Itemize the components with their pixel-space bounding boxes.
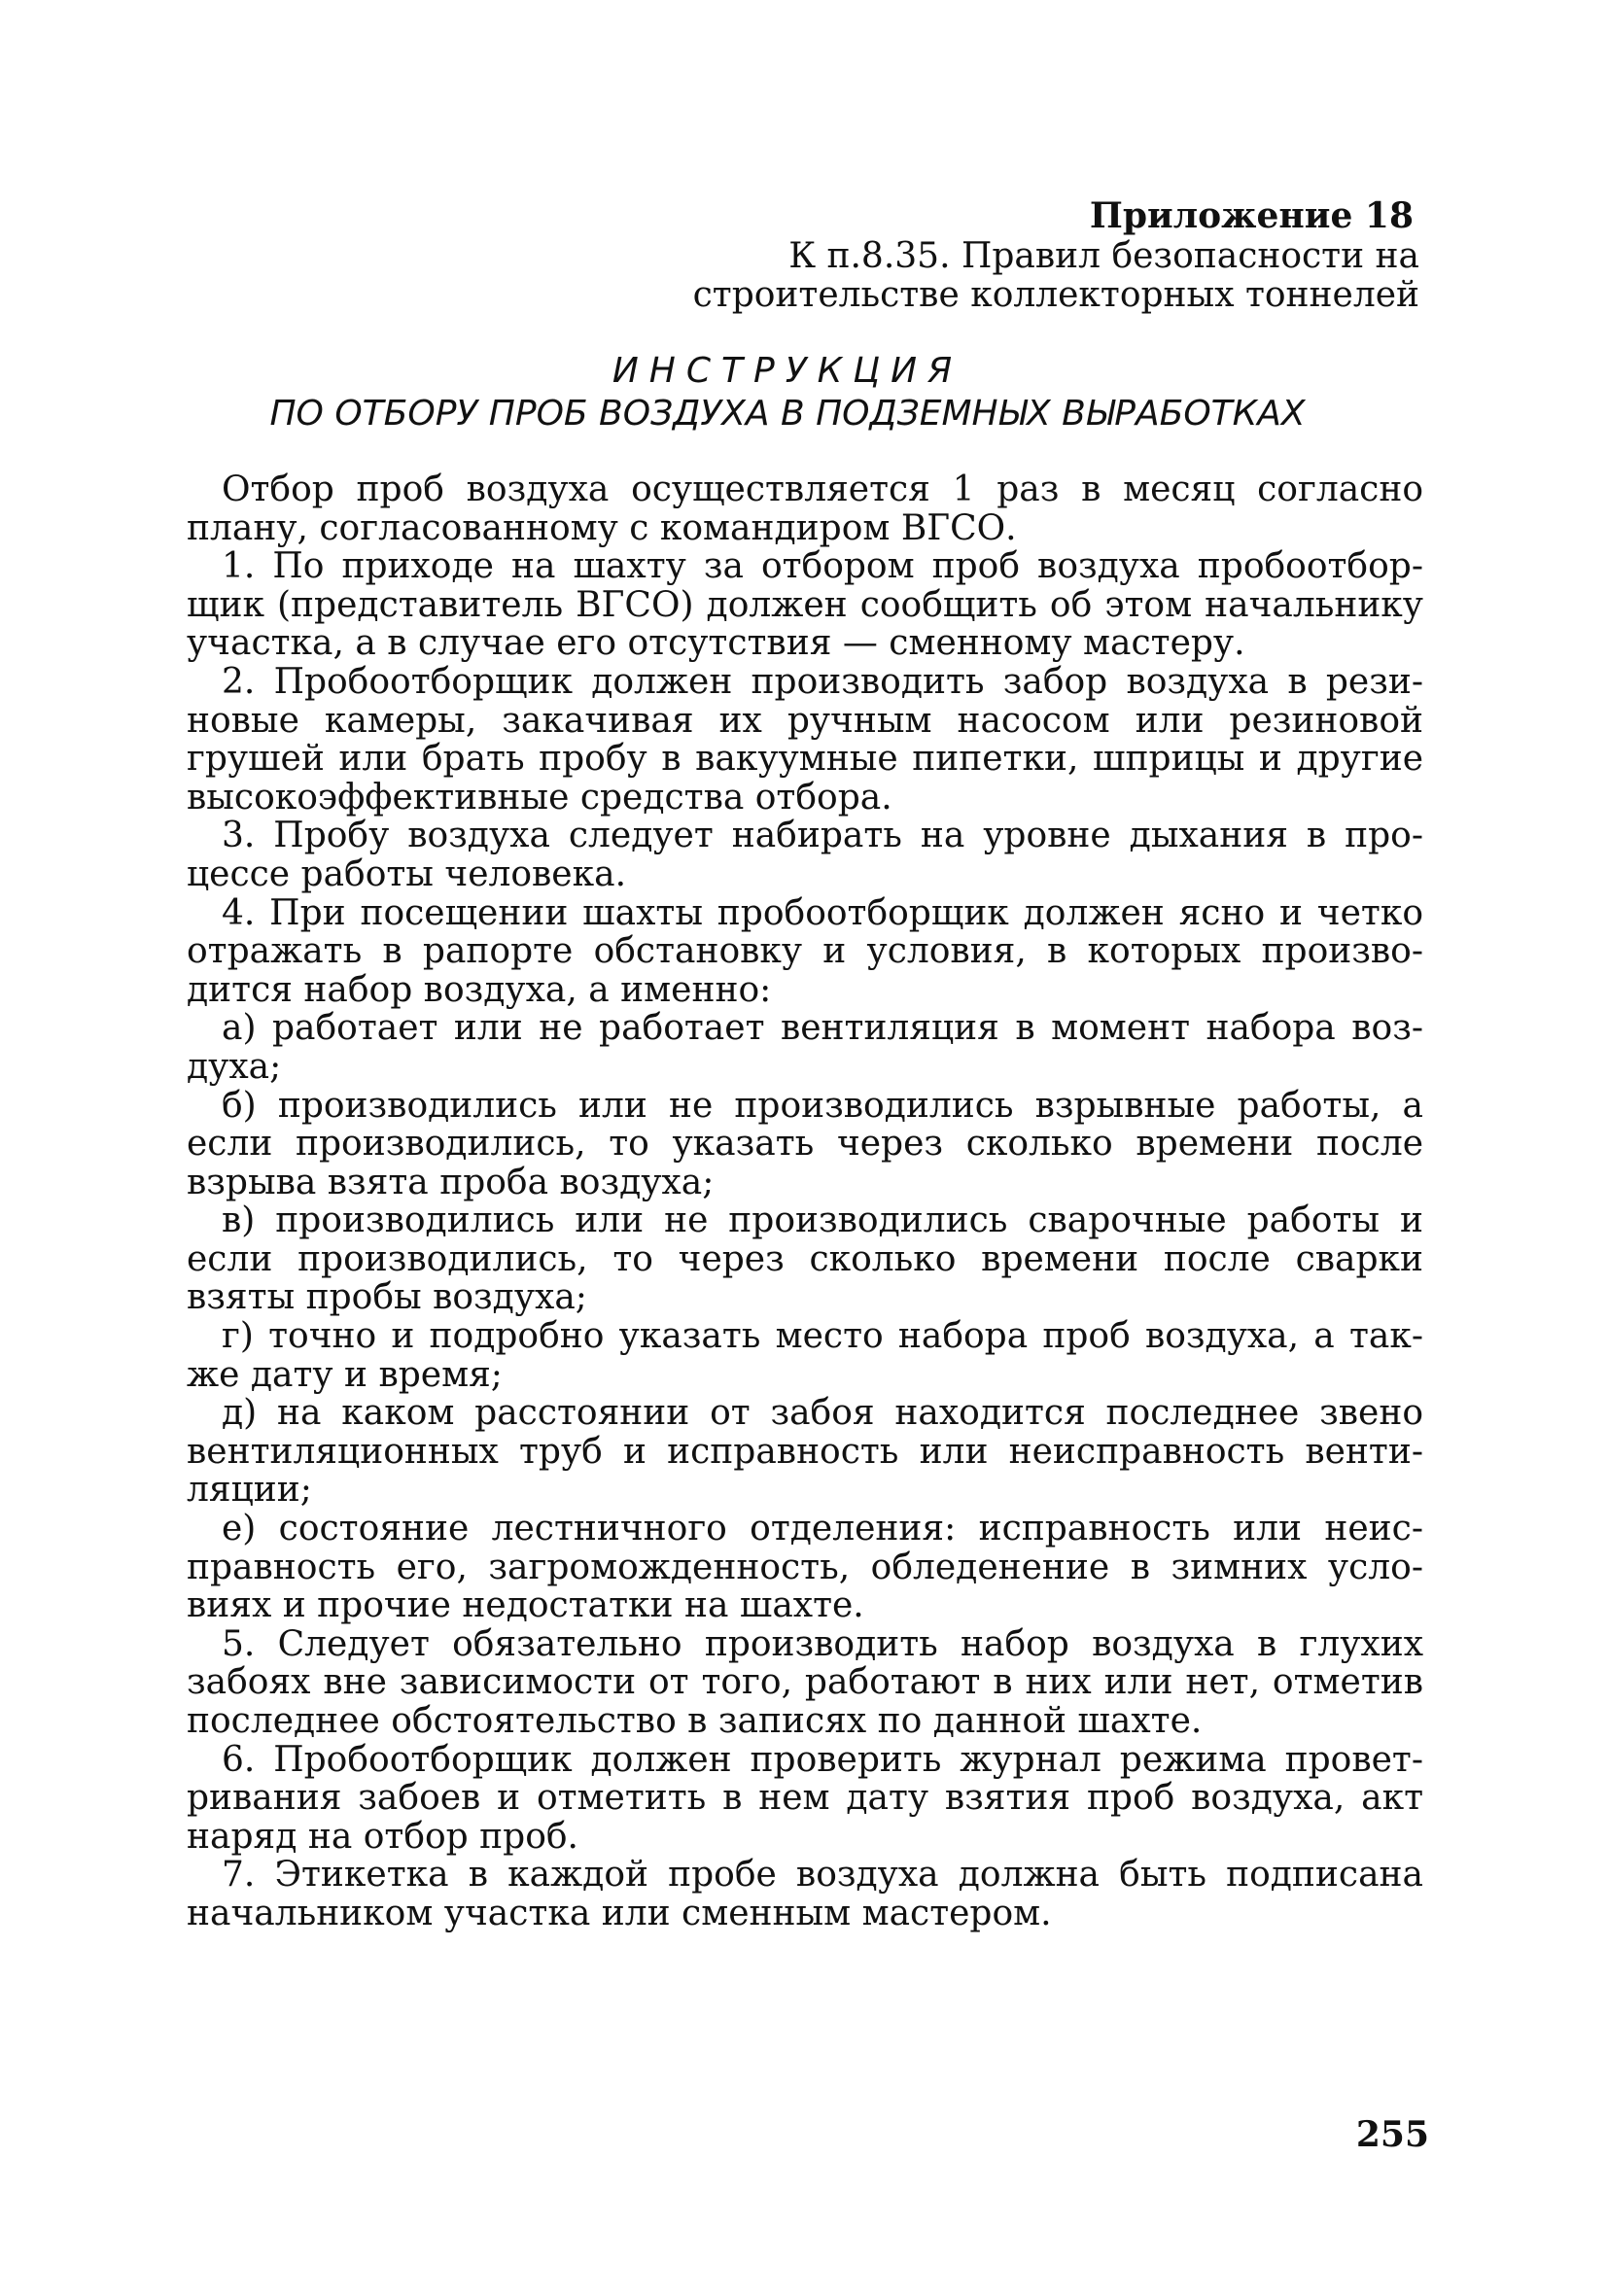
body-text — [187, 470, 1423, 1933]
paragraph-item-4b: б) производились или не производились взрывные работы, а если производились, то указать через сколько времени после взрыва взята проба воздуха; — [187, 1085, 1423, 1202]
paragraph-item-4c: в) производились или не производились сварочные работы и если производились, то через сколько времени после сварки взяты пробы воздуха; — [187, 1200, 1423, 1318]
paragraph-item-4: 4. При посещении шахты пробоотборщик должен ясно и четко отражать в рапорте обстановку и условия, в которых производится набор воздуха, а именно: — [187, 892, 1423, 1010]
paragraph-item-1: 1. По приходе на шахту за отбором проб воздуха пробоотборщик (представитель ВГСО) должен сообщить об этом начальнику участка, а в случае его отсутствия — сменному мастеру. — [187, 546, 1423, 664]
reference-line-2: строительстве коллекторных тоннелей — [692, 275, 1419, 315]
paragraph-item-5: 5. Следует обязательно производить набор воздуха в глухих забоях вне зависимости от того, работают в них или нет, отметив последнее обстоятельство в записях по данной шахте. — [187, 1623, 1423, 1741]
page-number: 255 — [1355, 2114, 1429, 2155]
paragraph-item-4d: г) точно и подробно указать место набора проб воздуха, а также дату и время; — [187, 1316, 1423, 1395]
paragraph-intro: Отбор проб воздуха осуществляется 1 раз в месяц согласно плану, согласованному с командиром ВГСО. — [187, 470, 1423, 548]
paragraph-item-3: 3. Пробу воздуха следует набирать на уровне дыхания в процессе работы человека. — [187, 816, 1423, 894]
paragraph-item-6: 6. Пробоотборщик должен проверить журнал режима проветривания забоев и отметить в нем дату взятия проб воздуха, акт наряд на отбор проб. — [187, 1739, 1423, 1857]
paragraph-item-7: 7. Этикетка в каждой пробе воздуха должна быть подписана начальником участка или сменным мастером. — [187, 1855, 1423, 1933]
paragraph-item-2: 2. Пробоотборщик должен производить забор воздуха в резиновые камеры, закачивая их ручным насосом или резиновой грушей или брать пробу в вакуумные пипетки, шприцы и другие высокоэффективные средства отбора. — [187, 661, 1423, 818]
appendix-header — [486, 194, 1419, 315]
paragraph-item-4e: д) на каком расстоянии от забоя находится последнее звено вентиляционных труб и исправность или неисправность вентиляции; — [187, 1393, 1423, 1511]
paragraph-item-4f: е) состояние лестничного отделения: исправность или неисправность его, загроможденность, обледенение в зимних условиях и прочие недостатки на шахте. — [187, 1509, 1423, 1626]
appendix-title: Приложение 18 — [1089, 195, 1414, 236]
document-title — [146, 350, 1429, 435]
paragraph-item-4a: а) работает или не работает вентиляция в момент набора воздуха; — [187, 1008, 1423, 1087]
title-line-2: ПО ОТБОРУ ПРОБ ВОЗДУХА В ПОДЗЕМНЫХ ВЫРАБОТКАХ — [269, 394, 1306, 434]
reference-line-1: К п.8.35. Правил безопасности на — [788, 236, 1419, 276]
title-line-1: ИНСТРУКЦИЯ — [612, 351, 963, 391]
